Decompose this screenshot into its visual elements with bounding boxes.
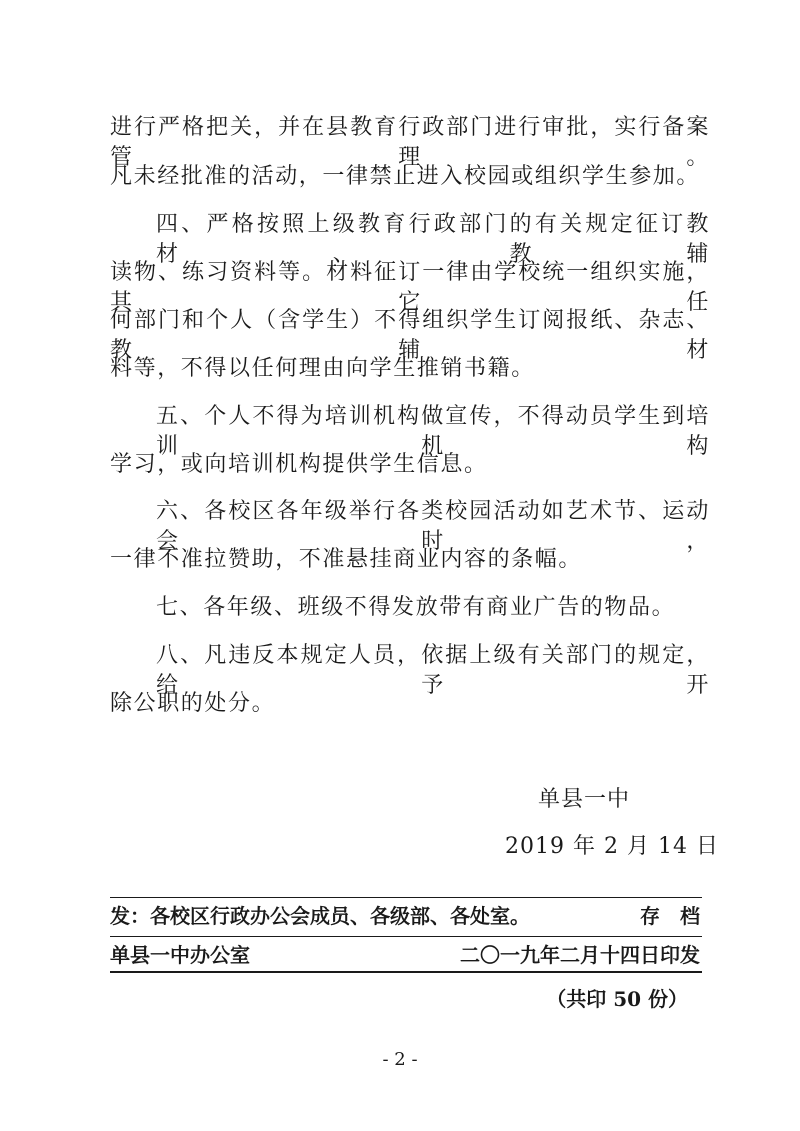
copies-count: （共印 50 份） <box>546 987 688 1011</box>
page-number: - 2 - <box>382 1049 418 1070</box>
clause-4-line-1: 四、严格按照上级教育行政部门的有关规定征订教材、教辅 <box>156 212 710 267</box>
footer-middle-rule <box>110 936 702 937</box>
distribution-row <box>110 902 700 930</box>
body-line-1: 进行严格把关，并在县教育行政部门进行审批，实行备案管理。 <box>110 115 710 170</box>
footer-top-rule <box>110 897 702 898</box>
signature-organization: 单县一中 <box>538 787 631 812</box>
issuer-row <box>110 941 700 969</box>
issue-date: 二〇一九年二月十四日印发 <box>460 943 700 967</box>
clause-6-line-1: 六、各校区各年级举行各类校园活动如艺术节、运动会时， <box>156 499 710 554</box>
distribution-list: 发：各校区行政办公会成员、各级部、各处室。 <box>110 904 530 928</box>
clause-5-line-1: 五、个人不得为培训机构做宣传，不得动员学生到培训机构 <box>156 404 710 459</box>
clause-8-line-2: 除公职的处分。 <box>110 691 276 716</box>
clause-6-line-2: 一律不准拉赞助，不准悬挂商业内容的条幅。 <box>110 547 583 572</box>
clause-5-line-2: 学习，或向培训机构提供学生信息。 <box>110 452 488 477</box>
footer-bottom-rule <box>110 971 702 973</box>
body-line-2: 凡未经批准的活动，一律禁止进入校园或组织学生参加。 <box>110 164 701 189</box>
clause-7-line-1: 七、各年级、班级不得发放带有商业广告的物品。 <box>156 595 676 620</box>
clause-4-line-4: 料等，不得以任何理由向学生推销书籍。 <box>110 356 535 381</box>
clause-4-line-3: 何部门和个人（含学生）不得组织学生订阅报纸、杂志、教辅材 <box>110 308 710 363</box>
issuing-office: 单县一中办公室 <box>110 943 250 967</box>
clause-4-line-2: 读物、练习资料等。材料征订一律由学校统一组织实施，其它任 <box>110 260 710 315</box>
clause-8-line-1: 八、凡违反本规定人员，依据上级有关部门的规定，给予开 <box>156 643 710 698</box>
archive-label: 存 档 <box>640 904 700 928</box>
signature-date: 2019 年 2 月 14 日 <box>505 834 719 859</box>
